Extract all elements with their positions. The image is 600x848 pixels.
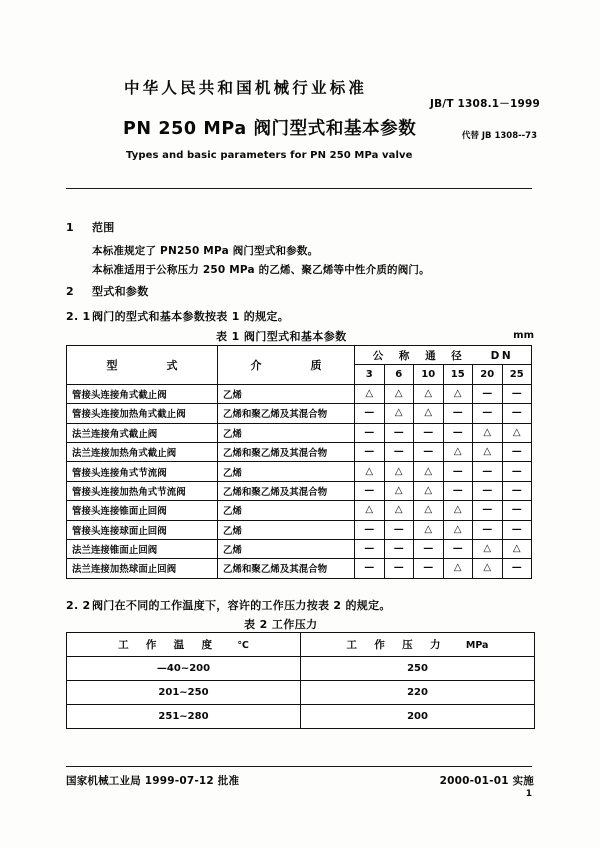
section-1-number: 1: [66, 221, 74, 234]
column-header-nominal-diameter: 公 称 通 径 DN: [355, 346, 532, 365]
table-row: [67, 404, 532, 423]
section-2-heading: [66, 283, 149, 299]
valve-type: 管接头连接球面止回阀: [67, 520, 218, 539]
dn-cell-20: —: [473, 462, 503, 481]
dn-cell-25: —: [502, 404, 532, 423]
section-2-number: 2: [66, 285, 74, 298]
dn-cell-6: —: [384, 520, 414, 539]
valve-medium: 乙烯: [218, 462, 355, 481]
section-2-2-heading: [66, 597, 391, 613]
table-row: [67, 423, 532, 442]
dn-header-10: 10: [414, 365, 444, 384]
dn-cell-6: —: [384, 559, 414, 578]
dn-cell-3: —: [355, 559, 385, 578]
working-pressure-unit: MPa: [465, 640, 489, 651]
dn-cell-25: —: [502, 501, 532, 520]
dn-cell-15: △: [443, 559, 473, 578]
temperature-range: 201~250: [67, 681, 301, 705]
section-2-title: 型式和参数: [92, 285, 149, 298]
dn-cell-10: —: [414, 559, 444, 578]
section-1-title: 范围: [92, 221, 115, 234]
valve-type: 管接头连接角式节流阀: [67, 462, 218, 481]
section-2-2-number: 2. 2: [66, 599, 91, 612]
replaces-note: 代替 JB 1308--73: [461, 131, 537, 141]
dn-cell-10: △: [414, 404, 444, 423]
dn-cell-10: △: [414, 501, 444, 520]
dn-cell-15: —: [443, 462, 473, 481]
dn-header-25: 25: [502, 365, 532, 384]
dn-cell-20: —: [473, 520, 503, 539]
table-row: [67, 384, 532, 403]
dn-cell-25: △: [502, 423, 532, 442]
dn-cell-6: △: [384, 462, 414, 481]
table-row: [67, 462, 532, 481]
table-row: [67, 520, 532, 539]
pressure-value: 220: [301, 681, 535, 705]
valve-type: 管接头连接锥面止回阀: [67, 501, 218, 520]
temperature-range: —40~200: [67, 657, 301, 681]
dn-cell-10: —: [414, 539, 444, 558]
valve-medium: 乙烯: [218, 384, 355, 403]
table-row: [67, 481, 532, 500]
dn-cell-3: —: [355, 539, 385, 558]
dn-cell-20: —: [473, 481, 503, 500]
dn-cell-3: —: [355, 404, 385, 423]
dn-cell-15: △: [443, 520, 473, 539]
table-row: [67, 681, 535, 705]
dn-cell-20: △: [473, 539, 503, 558]
valve-type: 法兰连接加热球面止回阀: [67, 559, 218, 578]
dn-cell-10: △: [414, 384, 444, 403]
dn-cell-10: △: [414, 462, 444, 481]
dn-header-20: 20: [473, 365, 503, 384]
table-1-body: [67, 384, 532, 578]
table-1-unit-note: mm: [513, 330, 534, 341]
working-pressure-label: 工 作 压 力: [346, 639, 444, 651]
table-1-head: [67, 346, 532, 385]
section-2-2-text: 阀门在不同的工作温度下，容许的工作压力按表 2 的规定。: [92, 599, 391, 612]
dn-header-6: 6: [384, 365, 414, 384]
valve-medium: 乙烯和聚乙烯及其混合物: [218, 481, 355, 500]
table-row: [67, 442, 532, 461]
dn-cell-20: △: [473, 423, 503, 442]
table-1-caption: 表 1 阀门型式和基本参数: [216, 330, 347, 343]
column-header-working-pressure: [301, 633, 535, 657]
dn-cell-3: —: [355, 442, 385, 461]
table-row: [67, 501, 532, 520]
dn-cell-15: —: [443, 539, 473, 558]
dn-header-3: 3: [355, 365, 385, 384]
dn-cell-15: △: [443, 501, 473, 520]
dn-cell-25: △: [502, 539, 532, 558]
page-number: 1: [525, 789, 532, 799]
valve-medium: 乙烯: [218, 539, 355, 558]
valve-type: 管接头连接加热角式节流阀: [67, 481, 218, 500]
table-row: [67, 559, 532, 578]
valve-type: 管接头连接加热角式截止阀: [67, 404, 218, 423]
table-row: [67, 539, 532, 558]
standard-number: JB/T 1308.1－1999: [429, 98, 540, 110]
section-2-1-heading: [66, 308, 289, 324]
valve-medium: 乙烯: [218, 520, 355, 539]
temperature-range: 251~280: [67, 705, 301, 729]
dn-cell-3: △: [355, 384, 385, 403]
valve-medium: 乙烯: [218, 501, 355, 520]
table-row: [67, 657, 535, 681]
dn-cell-25: —: [502, 384, 532, 403]
national-standard-heading: 中华人民共和国机械行业标准: [124, 79, 368, 97]
table-1-header-row-1: [67, 346, 532, 365]
section-1-paragraph-1: 本标准规定了 PN250 MPa 阀门型式和参数。: [92, 245, 319, 257]
dn-cell-25: —: [502, 520, 532, 539]
dn-cell-6: —: [384, 539, 414, 558]
valve-type: 法兰连接锥面止回阀: [67, 539, 218, 558]
dn-cell-15: △: [443, 384, 473, 403]
dn-cell-15: —: [443, 404, 473, 423]
dn-cell-3: —: [355, 481, 385, 500]
dn-cell-20: —: [473, 501, 503, 520]
valve-medium: 乙烯和聚乙烯及其混合物: [218, 559, 355, 578]
column-header-medium: 介 质: [218, 346, 355, 385]
valve-type: 管接头连接角式截止阀: [67, 384, 218, 403]
valve-medium: 乙烯和聚乙烯及其混合物: [218, 442, 355, 461]
header-divider: [66, 188, 532, 189]
valve-medium: 乙烯和聚乙烯及其混合物: [218, 404, 355, 423]
dn-cell-15: —: [443, 481, 473, 500]
dn-cell-3: △: [355, 501, 385, 520]
table-2-body: [67, 657, 535, 729]
dn-cell-25: —: [502, 462, 532, 481]
dn-header-15: 15: [443, 365, 473, 384]
column-header-working-temperature: [67, 633, 301, 657]
working-temperature-unit: ℃: [237, 640, 249, 651]
section-2-1-number: 2. 1: [66, 310, 91, 323]
footer-approval: 国家机械工业局 1999-07-12 批准: [66, 775, 240, 787]
table-row: [67, 705, 535, 729]
dn-cell-6: —: [384, 442, 414, 461]
dn-cell-20: △: [473, 559, 503, 578]
dn-cell-25: —: [502, 559, 532, 578]
dn-cell-25: —: [502, 442, 532, 461]
dn-cell-10: △: [414, 520, 444, 539]
dn-cell-25: —: [502, 481, 532, 500]
working-temperature-label: 工 作 温 度: [118, 639, 216, 651]
dn-cell-6: △: [384, 384, 414, 403]
dn-cell-10: —: [414, 423, 444, 442]
section-1-paragraph-2: 本标准适用于公称压力 250 MPa 的乙烯、聚乙烯等中性介质的阀门。: [92, 264, 430, 276]
dn-cell-20: —: [473, 404, 503, 423]
section-2-1-text: 阀门的型式和基本参数按表 1 的规定。: [92, 310, 290, 323]
dn-cell-6: △: [384, 404, 414, 423]
dn-cell-15: △: [443, 442, 473, 461]
footer-implementation: 2000-01-01 实施: [439, 775, 534, 787]
table-2-header-row: [67, 633, 535, 657]
page-title: PN 250 MPa 阀门型式和基本参数: [123, 119, 417, 139]
section-1-heading: [66, 219, 115, 235]
dn-cell-20: —: [473, 384, 503, 403]
valve-medium: 乙烯: [218, 423, 355, 442]
dn-cell-6: △: [384, 481, 414, 500]
valve-type: 法兰连接加热角式截止阀: [67, 442, 218, 461]
dn-cell-10: △: [414, 481, 444, 500]
dn-cell-15: —: [443, 423, 473, 442]
english-title: Types and basic parameters for PN 250 MPa valve: [126, 150, 413, 161]
table-2-head: [67, 633, 535, 657]
working-pressure-table: [66, 632, 535, 729]
pressure-value: 200: [301, 705, 535, 729]
dn-cell-6: —: [384, 423, 414, 442]
dn-cell-3: —: [355, 423, 385, 442]
valve-types-table: [66, 345, 532, 579]
dn-cell-3: △: [355, 462, 385, 481]
valve-type: 法兰连接角式截止阀: [67, 423, 218, 442]
dn-cell-3: —: [355, 520, 385, 539]
footer-divider: [66, 766, 532, 767]
table-2-caption: 表 2 工作压力: [244, 618, 318, 631]
dn-cell-10: —: [414, 442, 444, 461]
dn-cell-6: △: [384, 501, 414, 520]
column-header-type: 型 式: [67, 346, 218, 385]
pressure-value: 250: [301, 657, 535, 681]
dn-cell-20: △: [473, 442, 503, 461]
